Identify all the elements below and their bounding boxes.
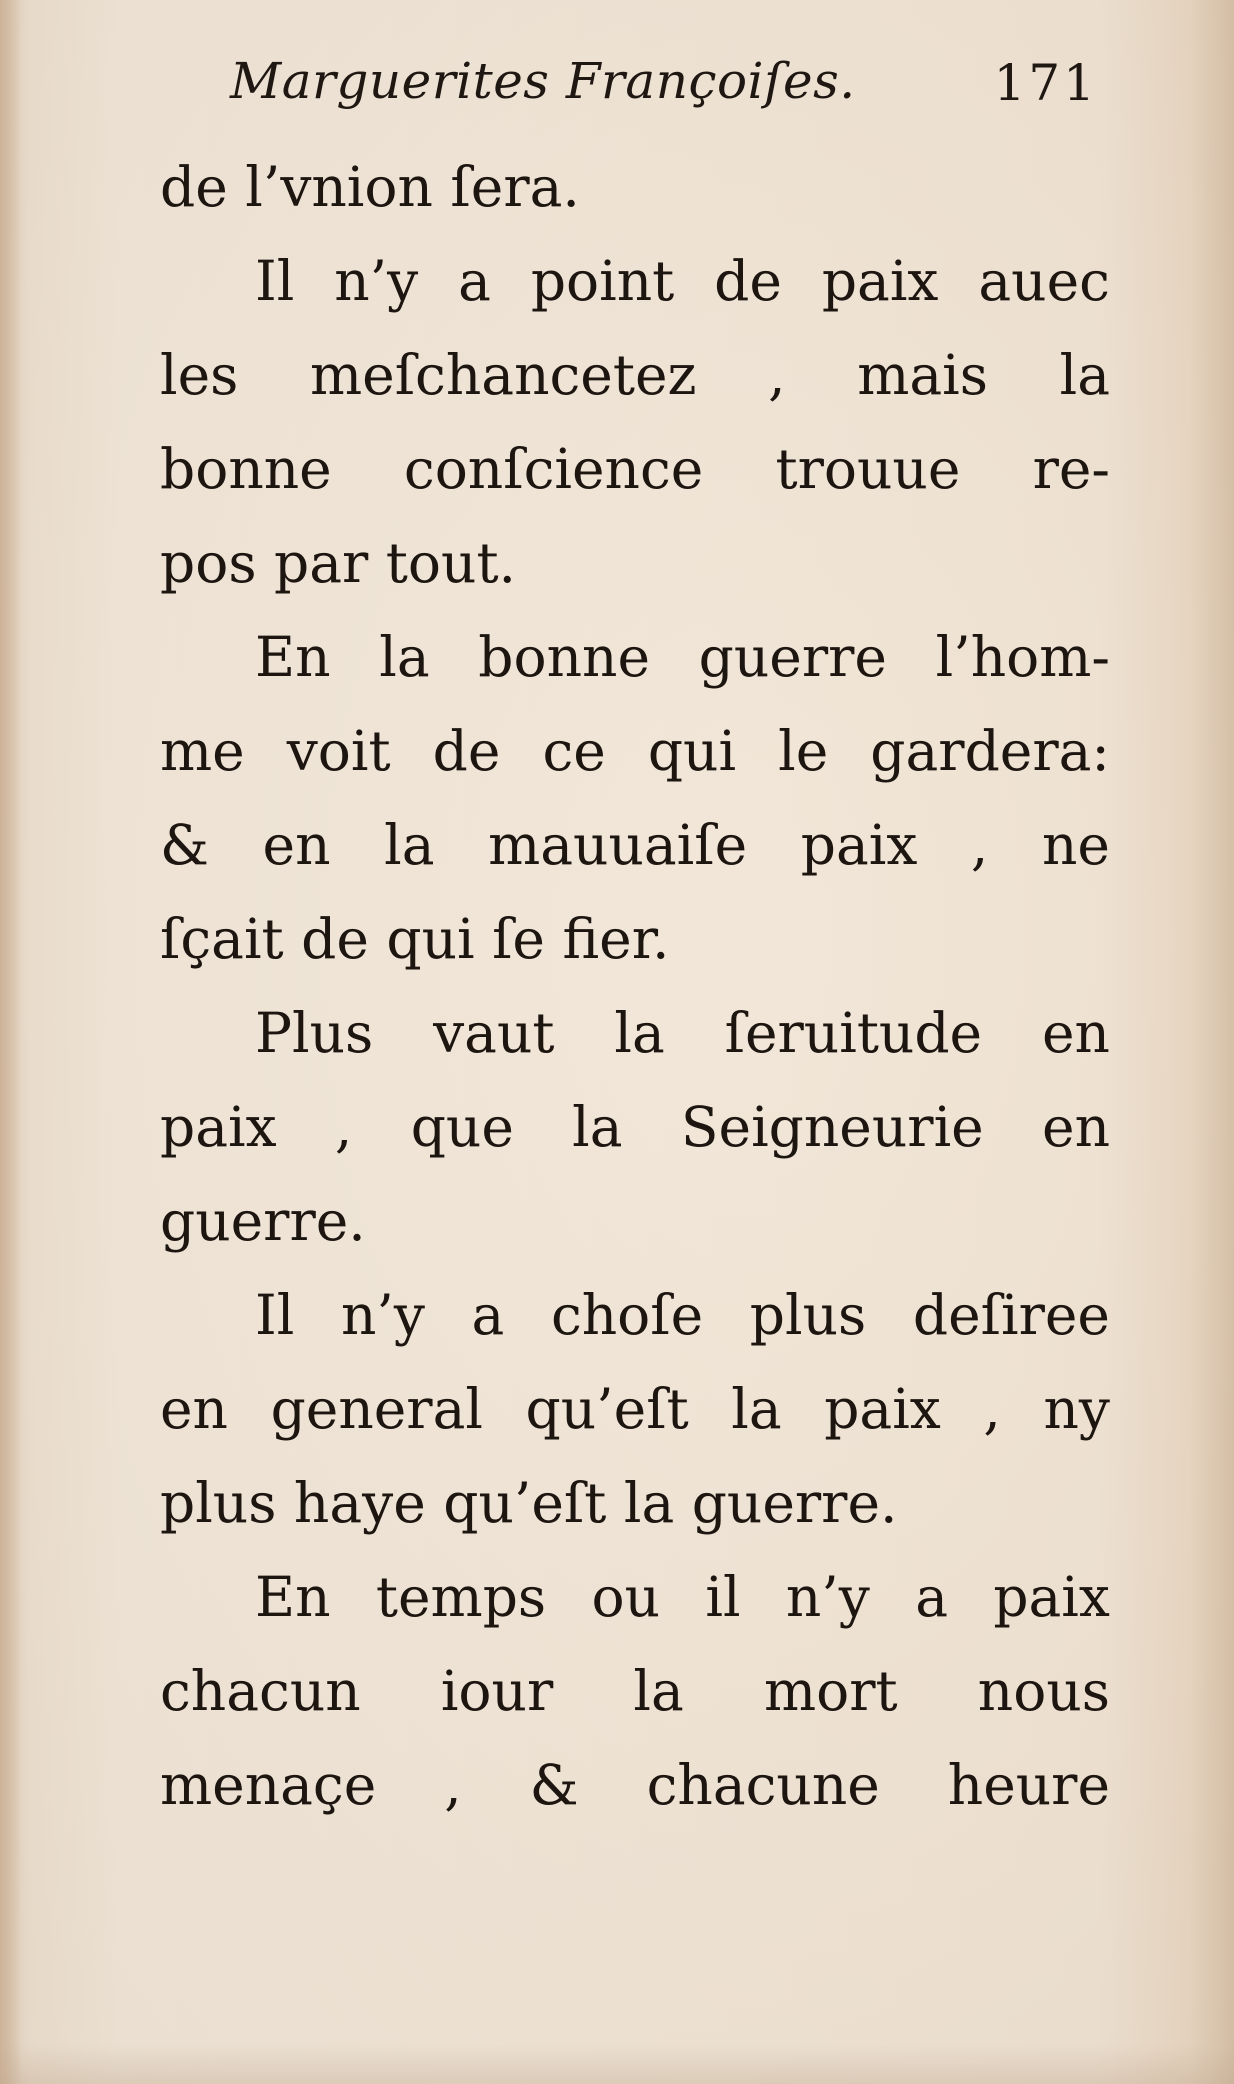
text-line — [160, 798, 1110, 892]
line-text: pos par tout. — [160, 531, 517, 595]
text-line — [160, 1456, 1110, 1550]
word: me — [160, 719, 245, 783]
page-edge — [0, 2044, 1234, 2084]
word: mort — [763, 1659, 898, 1723]
word: de — [714, 249, 782, 313]
word: qu’eſt — [525, 1377, 689, 1441]
word: En — [255, 1565, 331, 1629]
word: chacune — [646, 1753, 880, 1817]
text-line — [160, 328, 1110, 422]
word: il — [705, 1565, 741, 1629]
word: Seigneurie — [680, 1095, 984, 1159]
word: menaçe — [160, 1753, 377, 1817]
word: deſiree — [912, 1283, 1110, 1347]
page-header — [158, 52, 1098, 132]
word: & — [529, 1753, 579, 1817]
text-line — [160, 704, 1110, 798]
page-number: 171 — [993, 54, 1098, 112]
word: la — [572, 1095, 623, 1159]
word: ce — [542, 719, 606, 783]
word: , — [444, 1753, 462, 1817]
word: la — [731, 1377, 782, 1441]
text-line — [160, 1738, 1110, 1832]
word: , — [334, 1095, 353, 1159]
word: & — [160, 813, 209, 877]
text-line — [160, 986, 1110, 1080]
word: l’hom- — [935, 625, 1110, 689]
word: mais — [857, 343, 988, 407]
word: que — [410, 1095, 514, 1159]
word: en — [262, 813, 331, 877]
word: les — [160, 343, 239, 407]
spine-shadow — [0, 0, 22, 2084]
word: ſeruitude — [724, 1001, 983, 1065]
word: Il — [255, 249, 295, 313]
line-text: plus haye qu’eſt la guerre. — [160, 1471, 898, 1535]
word: en — [160, 1377, 228, 1441]
word: gardera: — [870, 719, 1110, 783]
word: bonne — [160, 437, 332, 501]
text-line — [160, 1362, 1110, 1456]
word: general — [270, 1377, 483, 1441]
word: Il — [255, 1283, 295, 1347]
text-line — [160, 1174, 1110, 1268]
word: paix — [824, 1377, 941, 1441]
word: paix — [800, 813, 918, 877]
word: chacun — [160, 1659, 361, 1723]
word: ny — [1043, 1377, 1110, 1441]
word: bonne — [478, 625, 650, 689]
text-line — [160, 1080, 1110, 1174]
word: le — [778, 719, 829, 783]
word: la — [384, 813, 435, 877]
body-text — [160, 140, 1110, 1832]
text-line — [160, 516, 1110, 610]
word: auec — [978, 249, 1110, 313]
word: ne — [1041, 813, 1110, 877]
word: iour — [440, 1659, 554, 1723]
text-line — [160, 892, 1110, 986]
word: choſe — [550, 1283, 704, 1347]
text-line — [160, 1268, 1110, 1362]
word: conſcience — [403, 437, 704, 501]
text-line — [160, 610, 1110, 704]
running-title: Marguerites Françoiſes. — [230, 52, 856, 110]
line-text: ſçait de qui ſe fier. — [160, 907, 670, 971]
word: en — [1041, 1001, 1110, 1065]
word: point — [530, 249, 675, 313]
word: qui — [647, 719, 737, 783]
word: plus — [749, 1283, 867, 1347]
line-text: guerre. — [160, 1189, 366, 1253]
word: en — [1042, 1095, 1110, 1159]
word: la — [633, 1659, 684, 1723]
word: En — [255, 625, 331, 689]
word: a — [458, 249, 491, 313]
word: , — [768, 343, 786, 407]
word: heure — [947, 1753, 1110, 1817]
word: la — [614, 1001, 665, 1065]
word: meſchancetez — [310, 343, 697, 407]
text-line — [160, 1550, 1110, 1644]
word: trouue — [775, 437, 961, 501]
text-line — [160, 140, 1110, 234]
word: voit — [286, 719, 391, 783]
word: Plus — [255, 1001, 374, 1065]
word: mauuaiſe — [488, 813, 748, 877]
word: paix — [821, 249, 939, 313]
word: vaut — [433, 1001, 555, 1065]
word: temps — [375, 1565, 547, 1629]
word: paix — [160, 1095, 277, 1159]
word: , — [983, 1377, 1001, 1441]
word: guerre — [698, 625, 887, 689]
text-line — [160, 1644, 1110, 1738]
word: a — [915, 1565, 948, 1629]
word: n’y — [334, 249, 419, 313]
text-line — [160, 422, 1110, 516]
word: n’y — [785, 1565, 870, 1629]
word: re- — [1032, 437, 1110, 501]
word: n’y — [340, 1283, 425, 1347]
word: de — [432, 719, 501, 783]
word: a — [471, 1283, 505, 1347]
word: nous — [977, 1659, 1110, 1723]
word: , — [970, 813, 989, 877]
line-text: de l’vnion ſera. — [160, 155, 580, 219]
word: la — [379, 625, 430, 689]
word: la — [1059, 343, 1110, 407]
word: paix — [993, 1565, 1110, 1629]
word: ou — [591, 1565, 661, 1629]
text-line — [160, 234, 1110, 328]
